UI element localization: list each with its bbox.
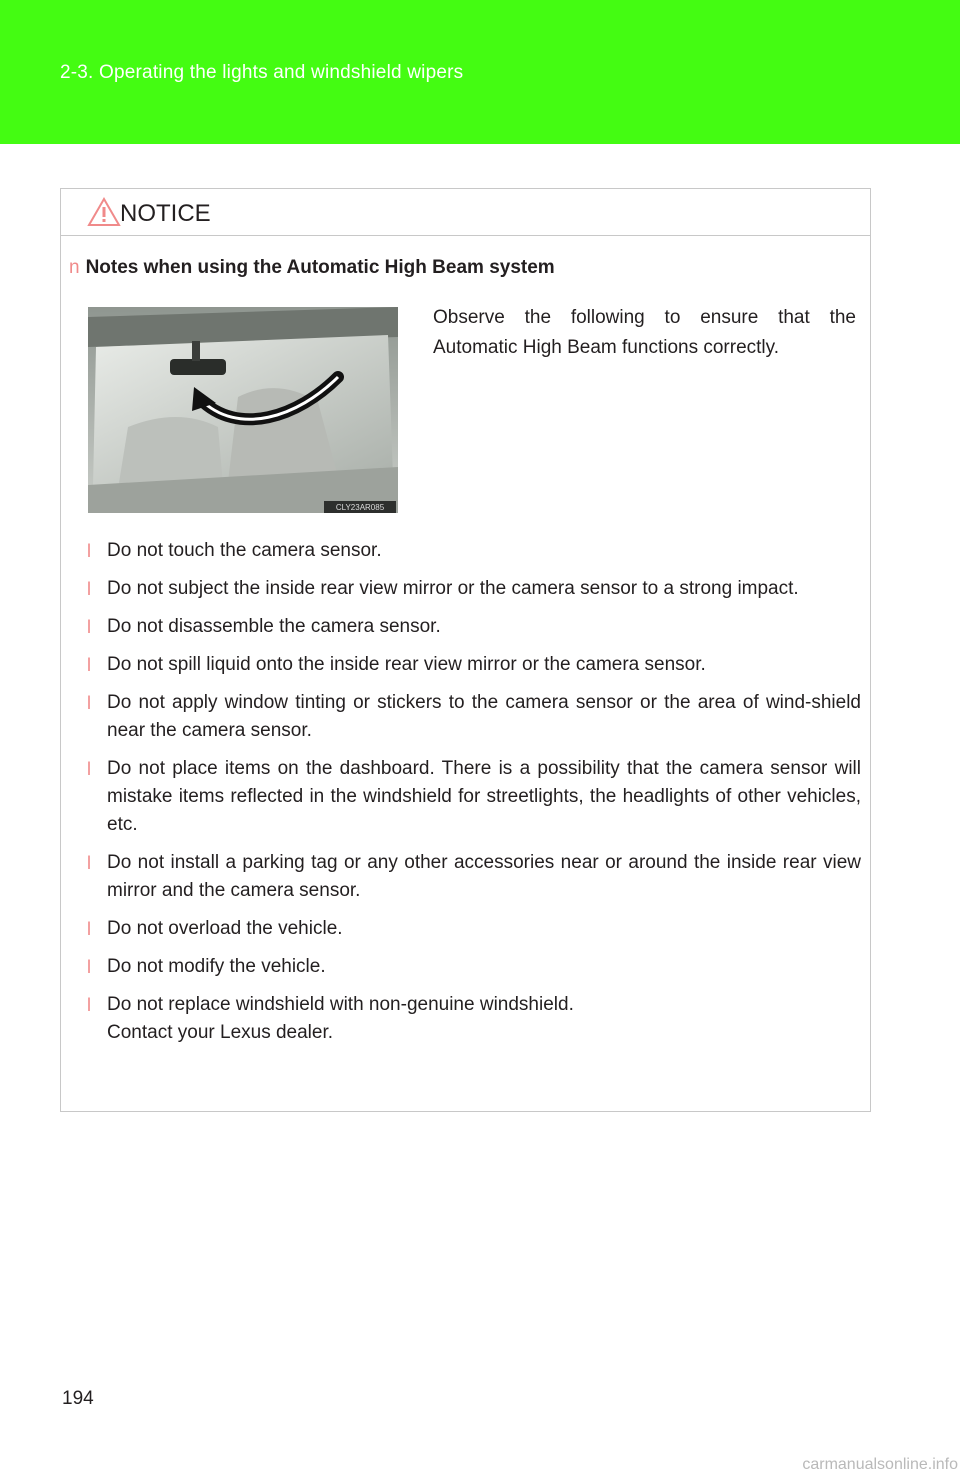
bullet-marker: l: [87, 541, 91, 561]
list-item: l Do not modify the vehicle.: [85, 953, 861, 981]
notice-header: [61, 189, 870, 236]
list-item-continuation: Contact your Lexus dealer.: [107, 1022, 334, 1043]
bullet-marker: l: [87, 759, 91, 779]
list-item: l Do not install a parking tag or any other accessories near or around the inside rear view mirror and the camera sensor.: [85, 849, 861, 905]
bullet-marker: l: [87, 617, 91, 637]
bullet-marker: l: [87, 693, 91, 713]
bullet-marker: l: [87, 919, 91, 939]
section-title: 2-3. Operating the lights and windshield wipers: [60, 62, 464, 83]
bullet-marker: l: [87, 853, 91, 873]
list-item: l Do not apply window tinting or stickers to the camera sensor or the area of wind-shield near the camera sensor.: [85, 689, 861, 745]
page-number: 194: [62, 1388, 94, 1409]
list-item: l Do not disassemble the camera sensor.: [85, 613, 861, 641]
windshield-camera-photo: [88, 307, 398, 513]
bullet-marker: l: [87, 957, 91, 977]
subheading: [69, 257, 555, 279]
list-item: l Do not subject the inside rear view mirror or the camera sensor to a strong impact.: [85, 575, 861, 603]
list-item: l Do not replace windshield with non-genuine windshield.: [85, 991, 861, 1019]
bullet-marker: l: [87, 579, 91, 599]
bullet-marker: l: [87, 655, 91, 675]
subheading-text: Notes when using the Automatic High Beam system: [85, 257, 555, 278]
bullet-marker: l: [87, 995, 91, 1015]
list-item: l Do not spill liquid onto the inside rear view mirror or the camera sensor.: [85, 651, 861, 679]
list-item: l Do not touch the camera sensor.: [85, 537, 861, 565]
bullet-list: [85, 537, 861, 1057]
list-item: l Do not place items on the dashboard. There is a possibility that the camera sensor will mistake items reflected in the windshield for streetlights, the headlights of other vehicles, etc.: [85, 755, 861, 839]
image-label: CLY23AR085: [335, 503, 385, 512]
header-bar: [0, 0, 960, 144]
list-item: l Do not overload the vehicle.: [85, 915, 861, 943]
footer-watermark: carmanualsonline.info: [802, 1456, 958, 1473]
notice-box: [60, 188, 871, 1112]
notice-label: NOTICE: [120, 200, 211, 227]
intro-text: Observe the following to ensure that the Automatic High Beam functions correctly.: [433, 307, 856, 358]
warning-triangle-icon: [87, 197, 121, 227]
subheading-marker: n: [69, 257, 80, 278]
